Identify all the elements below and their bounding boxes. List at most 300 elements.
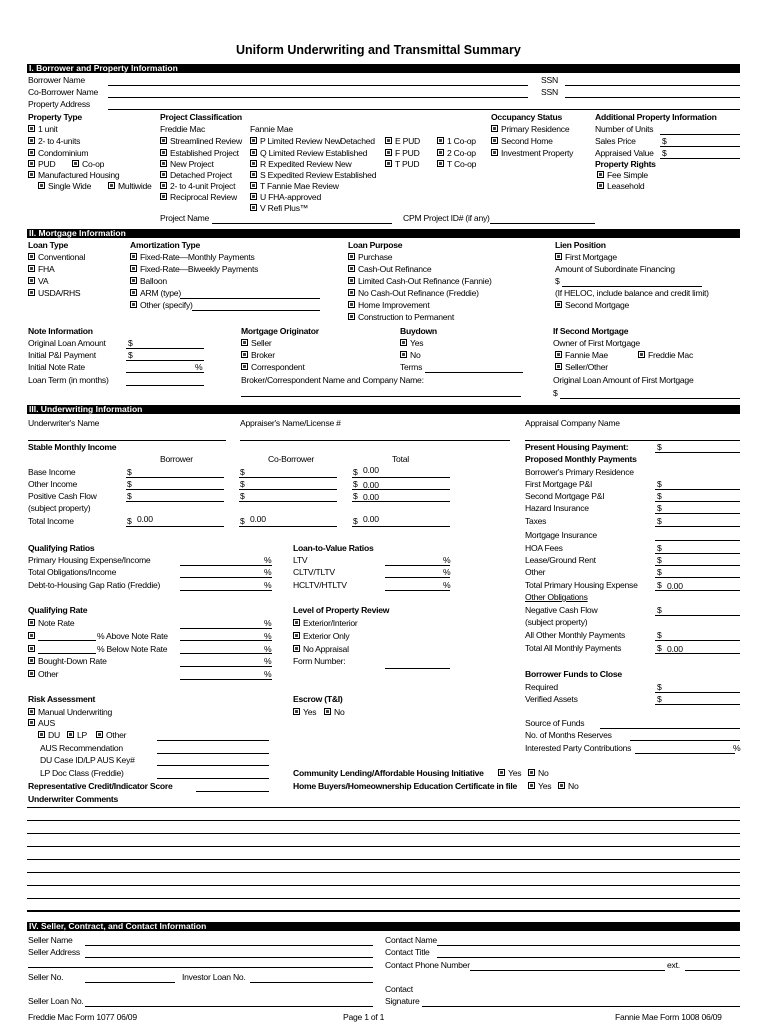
pp-label: Borrower's Primary Residence — [525, 467, 634, 477]
risk-assessment-heading: Risk Assessment — [28, 694, 96, 704]
checkbox-label: Single Wide — [48, 181, 92, 191]
other-income-label: Other Income — [28, 479, 78, 489]
sales-price-label: Sales Price — [595, 136, 636, 146]
total-income-total[interactable] — [352, 526, 450, 527]
checkbox-escrow-yes[interactable] — [293, 708, 300, 715]
project-classification-heading: Project Classification — [160, 112, 242, 122]
checkbox-label: 1 Co-op — [447, 136, 476, 146]
checkbox-va[interactable] — [28, 277, 35, 284]
checkbox-label: Broker — [251, 350, 275, 360]
initial-note-rate-label: Initial Note Rate — [28, 362, 85, 372]
checkbox-1-coop[interactable] — [437, 137, 444, 144]
homebuyers-label: Home Buyers/Homeownership Education Certificate in file — [293, 781, 518, 791]
checkbox-lp[interactable] — [67, 731, 74, 738]
checkbox-no-appraisal[interactable] — [293, 645, 300, 652]
checkbox-community-yes[interactable] — [498, 769, 505, 776]
checkbox-label: Purchase — [358, 252, 393, 262]
signature-field[interactable] — [422, 1006, 740, 1007]
total-income-coborrower[interactable] — [239, 526, 337, 527]
pp-label: Mortgage Insurance — [525, 530, 597, 540]
qualifying-ratios-heading: Qualifying Ratios — [28, 543, 95, 553]
detached-label: Detached — [340, 136, 375, 146]
note-rate-field[interactable] — [180, 628, 272, 629]
contact-title-field[interactable] — [437, 957, 740, 958]
present-housing-field[interactable] — [655, 452, 740, 453]
checkbox-label: E PUD — [395, 136, 421, 146]
checkbox-label: % Above Note Rate — [97, 631, 168, 641]
borrower-name-field[interactable] — [108, 85, 528, 86]
pp-label: HOA Fees — [525, 543, 563, 553]
checkbox-exterior-only[interactable] — [293, 632, 300, 639]
checkbox-label: New Project — [170, 159, 214, 169]
checkbox-condominium[interactable] — [28, 149, 35, 156]
checkbox-label: Co-op — [82, 159, 105, 169]
base-income-total[interactable] — [352, 477, 450, 478]
checkbox-pud[interactable] — [28, 160, 35, 167]
checkbox-broker[interactable] — [241, 351, 248, 358]
hoa-fees-field[interactable] — [655, 553, 740, 554]
checkbox-second-home[interactable] — [491, 137, 498, 144]
checkbox-label: S Expedited Review Established — [260, 170, 377, 180]
checkbox-owner-fannie[interactable] — [555, 351, 562, 358]
checkbox-label: No Appraisal — [303, 644, 349, 654]
checkbox-primary-residence[interactable] — [491, 125, 498, 132]
checkbox-no-cash-out[interactable] — [348, 289, 355, 296]
cash-flow-coborrower[interactable] — [239, 501, 337, 502]
dollar-sign: $ — [657, 555, 662, 565]
ssn-label: SSN — [541, 75, 558, 85]
seller-address-field[interactable] — [85, 957, 373, 958]
cash-flow-borrower[interactable] — [126, 501, 224, 502]
checkbox-single-wide[interactable] — [38, 182, 45, 189]
dollar-sign: $ — [353, 479, 358, 489]
checkbox-bought-down[interactable] — [28, 657, 35, 664]
checkbox-other-amort[interactable] — [130, 301, 137, 308]
checkbox-label: Balloon — [140, 276, 167, 286]
dollar-sign: $ — [657, 567, 662, 577]
hazard-insurance-field[interactable] — [655, 513, 740, 514]
total-col-header: Total — [392, 454, 409, 464]
checkbox-2-4-unit-project[interactable] — [160, 182, 167, 189]
checkbox-multiwide[interactable] — [108, 182, 115, 189]
dollar-sign: $ — [128, 350, 133, 360]
number-units-field[interactable] — [660, 134, 740, 135]
first-mortgage-pi-field[interactable] — [655, 489, 740, 490]
comment-line[interactable] — [27, 833, 740, 834]
other-income-coborrower[interactable] — [239, 489, 337, 490]
checkbox-t-coop[interactable] — [437, 160, 444, 167]
checkbox-homebuyers-yes[interactable] — [528, 782, 535, 789]
appraised-value-label: Appraised Value — [595, 148, 654, 158]
fannie-mae-label: Fannie Mae — [250, 124, 293, 134]
seller-address-line-2[interactable] — [28, 967, 373, 968]
dollar-sign: $ — [127, 516, 132, 526]
contact-phone-label: Contact Phone Number — [385, 960, 470, 970]
housing-expense-ratio-field[interactable] — [180, 565, 272, 566]
dollar-sign: $ — [240, 467, 245, 477]
checkbox-escrow-no[interactable] — [324, 708, 331, 715]
source-funds-label: Source of Funds — [525, 718, 585, 728]
checkbox-established[interactable] — [160, 149, 167, 156]
contact-title-label: Contact Title — [385, 947, 430, 957]
investor-loan-field[interactable] — [250, 982, 373, 983]
below-rate-field[interactable] — [180, 653, 272, 654]
occupancy-heading: Occupancy Status — [491, 112, 562, 122]
coborrower-ssn-field[interactable] — [565, 97, 740, 98]
total-obligations-ratio-field[interactable] — [180, 577, 272, 578]
checkbox-coop[interactable] — [72, 160, 79, 167]
dollar-sign: $ — [657, 630, 662, 640]
contact-phone-field[interactable] — [470, 970, 665, 971]
hcltv-field[interactable] — [385, 590, 450, 591]
base-income-coborrower[interactable] — [239, 477, 337, 478]
checkbox-homebuyers-no[interactable] — [558, 782, 565, 789]
aus-rec-field[interactable] — [157, 753, 269, 754]
dollar-sign: $ — [657, 491, 662, 501]
pp-label: (subject property) — [525, 617, 588, 627]
checkbox-label: Established Project — [170, 148, 239, 158]
checkbox-t-fannie-review[interactable] — [250, 182, 257, 189]
loan-purpose-heading: Loan Purpose — [348, 240, 403, 250]
du-case-field[interactable] — [157, 765, 269, 766]
cash-flow-total[interactable] — [352, 501, 450, 502]
checkbox-note-rate[interactable] — [28, 619, 35, 626]
percent-sign: % — [443, 555, 451, 565]
verified-assets-label: Verified Assets — [525, 694, 578, 704]
checkbox-second-mortgage[interactable] — [555, 301, 562, 308]
below-rate-input[interactable] — [38, 653, 96, 654]
checkbox-1-unit[interactable] — [28, 125, 35, 132]
checkbox-label: Yes — [410, 338, 424, 348]
checkbox-new-project[interactable] — [160, 160, 167, 167]
contact-name-label: Contact Name — [385, 935, 437, 945]
pp-label: Other — [525, 567, 546, 577]
comment-line[interactable] — [27, 872, 740, 873]
terms-field[interactable] — [425, 372, 523, 373]
checkbox-arm[interactable] — [130, 289, 137, 296]
checkbox-p-limited-new[interactable] — [250, 137, 257, 144]
checkbox-usda[interactable] — [28, 289, 35, 296]
checkbox-2-4-units[interactable] — [28, 137, 35, 144]
checkbox-label: Exterior/Interior — [303, 618, 358, 628]
qualifying-rate-heading: Qualifying Rate — [28, 605, 88, 615]
checkbox-du[interactable] — [38, 731, 45, 738]
seller-no-label: Seller No. — [28, 972, 64, 982]
checkbox-label: Other — [38, 669, 59, 679]
form-number-field[interactable] — [385, 668, 450, 669]
checkbox-label: Multiwide — [118, 181, 152, 191]
checkbox-buydown-no[interactable] — [400, 351, 407, 358]
total-primary-field[interactable] — [655, 590, 740, 591]
checkbox-label: R Expedited Review New — [260, 159, 352, 169]
months-reserves-label: No. of Months Reserves — [525, 730, 612, 740]
level-review-heading: Level of Property Review — [293, 605, 390, 615]
comment-line[interactable] — [27, 885, 740, 886]
section-divider — [27, 910, 740, 912]
other-rate-field[interactable] — [180, 679, 272, 680]
initial-pi-field[interactable] — [126, 360, 204, 361]
pp-label: First Mortgage P&I — [525, 479, 593, 489]
checkbox-streamlined[interactable] — [160, 137, 167, 144]
percent-sign: % — [264, 618, 272, 628]
contact-name-field[interactable] — [437, 945, 740, 946]
source-funds-field[interactable] — [600, 728, 740, 729]
loan-type-heading: Loan Type — [28, 240, 69, 250]
cpm-label: CPM Project ID# (if any) — [403, 213, 490, 223]
checkbox-label: PUD — [38, 159, 56, 169]
dollar-sign: $ — [657, 682, 662, 692]
checkbox-label: Fixed-Rate—Biweekly Payments — [140, 264, 259, 274]
checkbox-investment-property[interactable] — [491, 149, 498, 156]
checkbox-label: Yes — [303, 707, 317, 717]
comment-line[interactable] — [27, 846, 740, 847]
dollar-sign: $ — [127, 467, 132, 477]
checkbox-first-mortgage[interactable] — [555, 253, 562, 260]
stable-income-heading: Stable Monthly Income — [28, 442, 117, 452]
checkbox-label: Seller — [251, 338, 272, 348]
checkbox-label: V Refi Plus™ — [260, 203, 309, 213]
footer-freddie-form: Freddie Mac Form 1077 06/09 — [28, 1012, 137, 1022]
checkbox-leasehold[interactable] — [597, 182, 604, 189]
appraisal-company-field[interactable] — [525, 440, 740, 441]
taxes-field[interactable] — [655, 526, 740, 527]
checkbox-label: LP — [77, 730, 88, 740]
checkbox-label: No — [410, 350, 421, 360]
checkbox-below-note-rate[interactable] — [28, 645, 35, 652]
checkbox-v-refi-plus[interactable] — [250, 204, 257, 211]
checkbox-label: Note Rate — [38, 618, 75, 628]
lp-doc-field[interactable] — [157, 778, 269, 779]
checkbox-e-pud[interactable] — [385, 137, 392, 144]
checkbox-label: Second Mortgage — [565, 300, 630, 310]
checkbox-s-expedited-established[interactable] — [250, 171, 257, 178]
bought-down-field[interactable] — [180, 666, 272, 667]
checkbox-label: Construction to Permanent — [358, 312, 454, 322]
loan-term-field[interactable] — [126, 385, 204, 386]
checkbox-label: F PUD — [395, 148, 420, 158]
checkbox-seller[interactable] — [241, 339, 248, 346]
comment-line[interactable] — [27, 898, 740, 899]
pp-label: Negative Cash Flow — [525, 605, 598, 615]
checkbox-aus-other[interactable] — [96, 731, 103, 738]
borrower-ssn-field[interactable] — [565, 85, 740, 86]
borrower-funds-heading: Borrower Funds to Close — [525, 669, 622, 679]
checkbox-construction[interactable] — [348, 313, 355, 320]
property-address-field[interactable] — [108, 109, 740, 110]
checkbox-limited-cash-out[interactable] — [348, 277, 355, 284]
checkbox-label: No — [334, 707, 345, 717]
seller-no-field[interactable] — [85, 982, 175, 983]
ipc-field[interactable] — [635, 753, 735, 754]
total-income-label: Total Income — [28, 516, 74, 526]
checkbox-balloon[interactable] — [130, 277, 137, 284]
checkbox-exterior-interior[interactable] — [293, 619, 300, 626]
checkbox-correspondent[interactable] — [241, 363, 248, 370]
checkbox-detached-project[interactable] — [160, 171, 167, 178]
ratio-label: Primary Housing Expense/Income — [28, 555, 151, 565]
seller-address-label: Seller Address — [28, 947, 80, 957]
appraised-value-field[interactable] — [660, 158, 740, 159]
percent-sign: % — [264, 656, 272, 666]
positive-cash-flow-label: Positive Cash Flow — [28, 491, 97, 501]
orig-first-label: Original Loan Amount of First Mortgage — [553, 375, 694, 385]
original-loan-amount-field[interactable] — [126, 348, 204, 349]
other-income-total-value: 0.00 — [363, 480, 379, 490]
subordinate-amount-field[interactable] — [562, 286, 702, 287]
checkbox-label: Freddie Mac — [648, 350, 694, 360]
initial-note-rate-field[interactable] — [126, 372, 204, 373]
other-obligations-heading: Other Obligations — [525, 592, 588, 602]
cltv-field[interactable] — [385, 577, 450, 578]
coborrower-name-label: Co-Borrower Name — [28, 87, 99, 97]
coborrower-name-field[interactable] — [108, 97, 528, 98]
lien-position-heading: Lien Position — [555, 240, 606, 250]
ext-field[interactable] — [685, 970, 740, 971]
sales-price-field[interactable] — [660, 146, 740, 147]
checkbox-aus[interactable] — [28, 719, 35, 726]
checkbox-label: First Mortgage — [565, 252, 617, 262]
lease-rent-field[interactable] — [655, 565, 740, 566]
seller-loan-field[interactable] — [85, 1006, 373, 1007]
required-label: Required — [525, 682, 558, 692]
dollar-sign: $ — [657, 479, 662, 489]
dollar-sign: $ — [657, 694, 662, 704]
mortgage-insurance-field[interactable] — [655, 540, 740, 541]
checkbox-label: Manual Underwriting — [38, 707, 113, 717]
checkbox-r-expedited-new[interactable] — [250, 160, 257, 167]
checkbox-fee-simple[interactable] — [597, 171, 604, 178]
comment-line[interactable] — [27, 859, 740, 860]
ext-label: ext. — [667, 960, 680, 970]
checkbox-manufactured-housing[interactable] — [28, 171, 35, 178]
checkbox-owner-seller[interactable] — [555, 363, 562, 370]
total-all-field[interactable] — [655, 653, 740, 654]
checkbox-community-no[interactable] — [528, 769, 535, 776]
checkbox-cash-out[interactable] — [348, 265, 355, 272]
property-address-label: Property Address — [28, 99, 90, 109]
checkbox-f-pud[interactable] — [385, 149, 392, 156]
above-rate-input[interactable] — [38, 640, 96, 641]
cash-flow-total-value: 0.00 — [363, 492, 379, 502]
arm-type-field[interactable] — [180, 298, 320, 299]
note-info-heading: Note Information — [28, 326, 93, 336]
rep-credit-field[interactable] — [196, 791, 269, 792]
checkbox-purchase[interactable] — [348, 253, 355, 260]
checkbox-fixed-monthly[interactable] — [130, 253, 137, 260]
checkbox-conventional[interactable] — [28, 253, 35, 260]
checkbox-q-limited-established[interactable] — [250, 149, 257, 156]
checkbox-owner-freddie[interactable] — [638, 351, 645, 358]
checkbox-t-pud[interactable] — [385, 160, 392, 167]
total-income-borrower-value: 0.00 — [137, 514, 153, 524]
lp-doc-label: LP Doc Class (Freddie) — [40, 768, 124, 778]
months-reserves-field[interactable] — [630, 740, 740, 741]
second-mortgage-pi-field[interactable] — [655, 501, 740, 502]
percent-sign: % — [443, 580, 451, 590]
aus-other-field[interactable] — [157, 740, 269, 741]
checkbox-other-rate[interactable] — [28, 670, 35, 677]
negative-cash-flow-field[interactable] — [655, 615, 740, 616]
checkbox-home-improvement[interactable] — [348, 301, 355, 308]
amortization-heading: Amortization Type — [130, 240, 201, 250]
checkbox-label: T Fannie Mae Review — [260, 181, 339, 191]
pp-label: Second Mortgage P&I — [525, 491, 605, 501]
comment-line[interactable] — [27, 807, 740, 808]
other-income-total[interactable] — [352, 489, 450, 490]
appraiser-field[interactable] — [240, 440, 510, 441]
dollar-sign: $ — [128, 338, 133, 348]
total-all-value: 0.00 — [667, 644, 683, 654]
all-other-payments-field[interactable] — [655, 640, 740, 641]
section-2-header: II. Mortgage Information — [27, 229, 740, 238]
checkbox-fha[interactable] — [28, 265, 35, 272]
appraisal-company-label: Appraisal Company Name — [525, 418, 620, 428]
checkbox-reciprocal-review[interactable] — [160, 193, 167, 200]
checkbox-label: VA — [38, 276, 49, 286]
checkbox-label: Q Limited Review Established — [260, 148, 368, 158]
checkbox-fixed-biweekly[interactable] — [130, 265, 137, 272]
checkbox-manual-underwriting[interactable] — [28, 708, 35, 715]
dollar-sign: $ — [240, 516, 245, 526]
verified-assets-field[interactable] — [655, 704, 740, 705]
other-payment-field[interactable] — [655, 577, 740, 578]
percent-sign: % — [264, 555, 272, 565]
property-rights-heading: Property Rights — [595, 159, 656, 169]
comment-line[interactable] — [27, 820, 740, 821]
proposed-payments-heading: Proposed Monthly Payments — [525, 454, 637, 464]
checkbox-above-note-rate[interactable] — [28, 632, 35, 639]
ltv-field[interactable] — [385, 565, 450, 566]
dollar-sign: $ — [662, 136, 667, 146]
checkbox-label: Primary Residence — [501, 124, 570, 134]
total-income-coborrower-value: 0.00 — [250, 514, 266, 524]
terms-label: Terms — [400, 362, 423, 372]
checkbox-label: AUS — [38, 718, 55, 728]
base-income-borrower[interactable] — [126, 477, 224, 478]
pp-label: Lease/Ground Rent — [525, 555, 596, 565]
checkbox-label: Correspondent — [251, 362, 305, 372]
above-rate-field[interactable] — [180, 640, 272, 641]
other-amort-field[interactable] — [192, 310, 320, 311]
orig-first-amount-field[interactable] — [560, 398, 740, 399]
gap-ratio-field[interactable] — [180, 590, 272, 591]
checkbox-label: Second Home — [501, 136, 553, 146]
checkbox-2-coop[interactable] — [437, 149, 444, 156]
underwriter-name-field[interactable] — [28, 440, 226, 441]
dollar-sign: $ — [353, 467, 358, 477]
total-income-borrower[interactable] — [126, 526, 224, 527]
dollar-sign: $ — [127, 491, 132, 501]
project-name-field[interactable] — [212, 223, 392, 224]
required-field[interactable] — [655, 692, 740, 693]
checkbox-label: T Co-op — [447, 159, 477, 169]
checkbox-buydown-yes[interactable] — [400, 339, 407, 346]
freddie-mac-label: Freddie Mac — [160, 124, 206, 134]
checkbox-label: Fee Simple — [607, 170, 648, 180]
other-income-borrower[interactable] — [126, 489, 224, 490]
checkbox-label: Conventional — [38, 252, 86, 262]
cpm-field[interactable] — [490, 223, 595, 224]
checkbox-label: Other (specify) — [140, 300, 193, 310]
escrow-heading: Escrow (T&I) — [293, 694, 343, 704]
checkbox-label: Leasehold — [607, 181, 645, 191]
checkbox-label: 2 Co-op — [447, 148, 476, 158]
checkbox-u-fha-approved[interactable] — [250, 193, 257, 200]
broker-name-field[interactable] — [241, 396, 521, 397]
seller-name-field[interactable] — [85, 945, 373, 946]
borrower-name-label: Borrower Name — [28, 75, 85, 85]
dollar-sign: $ — [553, 388, 558, 398]
